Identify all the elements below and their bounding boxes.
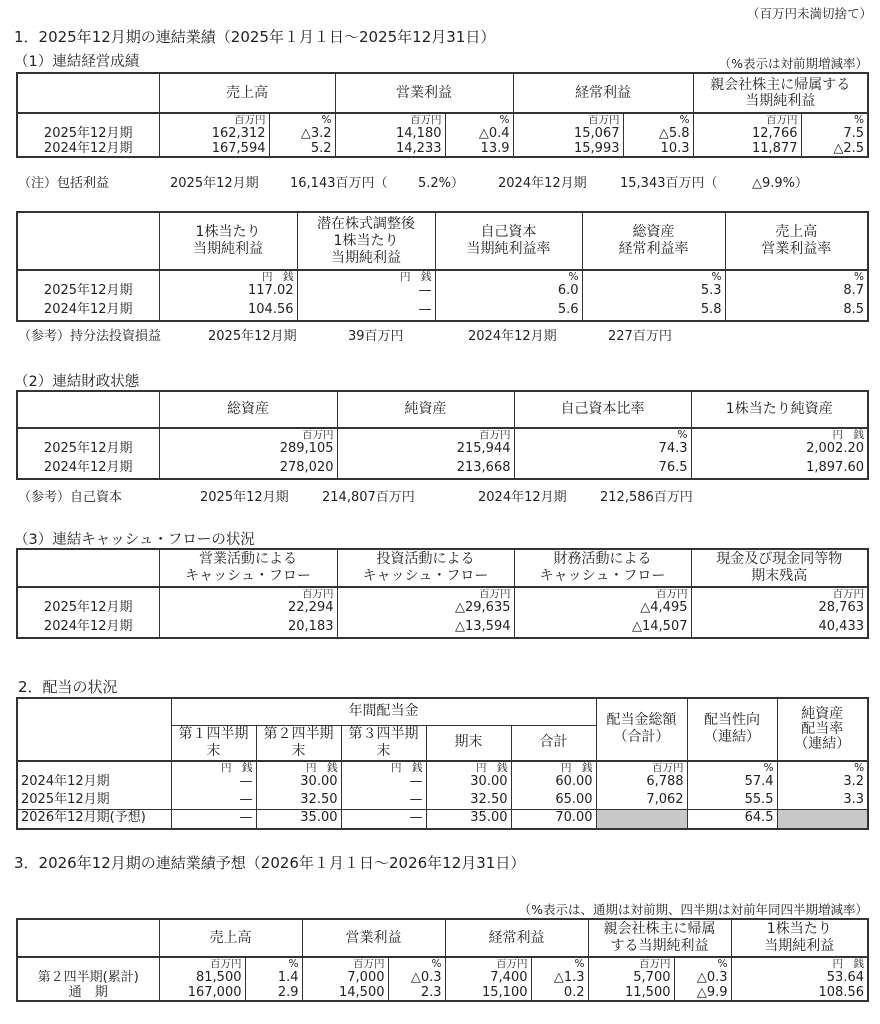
unit: 円 銭	[731, 957, 868, 970]
cell: 2.9	[245, 985, 302, 1001]
header-total-assets: 総資産	[159, 391, 337, 428]
cell: 6.0	[435, 283, 582, 302]
cell: 104.56	[159, 302, 297, 321]
cell: 76.5	[514, 460, 691, 479]
cell: 7,000	[302, 970, 388, 985]
cell: —	[171, 792, 256, 810]
financial-position-table	[16, 390, 869, 480]
unit: 百万円	[693, 113, 801, 126]
header-net-profit: 親会社株主に帰属する 当期純利益	[693, 73, 868, 113]
cell: △3.2	[269, 126, 335, 141]
cell: 167,000	[159, 985, 245, 1001]
cell: 5,700	[588, 970, 674, 985]
table-row	[17, 600, 868, 619]
unit: %	[388, 957, 445, 970]
header-operating-profit: 営業利益	[302, 919, 445, 957]
unit: %	[623, 113, 693, 126]
unit: 円 銭	[297, 270, 435, 283]
eq-2024-label: 2024年12月期	[478, 490, 567, 505]
row-label: 2025年12月期	[17, 792, 171, 810]
cell: 28,763	[691, 600, 868, 619]
em-2024-value: 227百万円	[608, 329, 672, 344]
cell: —	[341, 810, 426, 829]
cell: —	[341, 792, 426, 810]
table-row	[17, 985, 868, 1001]
table-row	[17, 283, 868, 302]
eq-2025-label: 2025年12月期	[200, 490, 289, 505]
unit: 円 銭	[426, 761, 511, 774]
table-row	[17, 126, 868, 141]
header-operating-profit: 営業利益	[335, 73, 513, 113]
cell: 22,294	[159, 600, 337, 619]
header-eps: 1株当たり 当期純利益	[159, 212, 297, 270]
cell: △4,495	[514, 600, 691, 619]
cell: △5.8	[623, 126, 693, 141]
table-row	[17, 970, 868, 985]
cell: 5.8	[582, 302, 725, 321]
sub3-title: （3）連結キャッシュ・フローの状況	[14, 532, 255, 548]
em-2024-label: 2024年12月期	[468, 329, 557, 344]
cell: 3.2	[777, 774, 868, 792]
dividends-table	[16, 697, 869, 830]
cell: 15,067	[513, 126, 623, 141]
header-operating-cf: 営業活動による キャッシュ・フロー	[159, 549, 337, 587]
header-net-profit: 親会社株主に帰属 する当期純利益	[588, 919, 731, 957]
section3-note: （%表示は、通期は対前期、四半期は対前年同四半期増減率）	[518, 902, 868, 917]
cell: △9.9	[674, 985, 731, 1001]
header-eps: 1株当たり 当期純利益	[731, 919, 868, 957]
cell: 5.3	[582, 283, 725, 302]
unit: %	[445, 113, 513, 126]
unit: 円 銭	[256, 761, 341, 774]
unit: %	[245, 957, 302, 970]
row-label: 2025年12月期	[17, 441, 159, 460]
header-total-dividend: 配当金総額 （合計）	[596, 698, 687, 761]
cell: 162,312	[159, 126, 269, 141]
unit: %	[269, 113, 335, 126]
cell: 35.00	[256, 810, 341, 829]
section2-title: 2．配当の状況	[18, 678, 118, 696]
table-row	[17, 460, 868, 479]
cell: 14,180	[335, 126, 445, 141]
cell: 289,105	[159, 441, 337, 460]
cell: 40,433	[691, 619, 868, 638]
cell: 70.00	[511, 810, 596, 829]
cell: 0.2	[531, 985, 588, 1001]
header-q3: 第３四半期末	[341, 725, 426, 761]
header-q1: 第１四半期末	[171, 725, 256, 761]
rounding-note: （百万円未満切捨て）	[746, 6, 872, 21]
header-q2: 第２四半期末	[256, 725, 341, 761]
row-label: 2024年12月期	[17, 302, 159, 321]
header-equity-ratio: 自己資本比率	[514, 391, 691, 428]
eq-2024-value: 212,586百万円	[600, 490, 693, 505]
unit: 百万円	[159, 587, 337, 600]
unit: 円 銭	[171, 761, 256, 774]
section3-title: 3．2026年12月期の連結業績予想（2026年１月１日～2026年12月31日）	[14, 854, 526, 872]
table-row	[17, 302, 868, 321]
header-roa: 総資産 経常利益率	[582, 212, 725, 270]
cell: 5.6	[435, 302, 582, 321]
cell: 215,944	[337, 441, 514, 460]
unit: %	[801, 113, 868, 126]
row-label: 通 期	[17, 985, 159, 1001]
row-label: 2024年12月期	[17, 619, 159, 638]
cell: △14,507	[514, 619, 691, 638]
cell: 32.50	[426, 792, 511, 810]
unit: %	[435, 270, 582, 283]
section1-title: 1．2025年12月期の連結業績（2025年１月１日～2025年12月31日）	[14, 28, 496, 46]
unit: 円 銭	[511, 761, 596, 774]
cell: 7,062	[596, 792, 687, 810]
cell: 64.5	[687, 810, 777, 829]
unit: %	[687, 761, 777, 774]
unit: 百万円	[337, 428, 514, 441]
cell: 1.4	[245, 970, 302, 985]
cell: 2.3	[388, 985, 445, 1001]
cell: 1,897.60	[691, 460, 868, 479]
cell: △0.3	[674, 970, 731, 985]
row-label: 2025年12月期	[17, 283, 159, 302]
header-roe: 自己資本 当期純利益率	[435, 212, 582, 270]
sub2-title: （2）連結財政状態	[14, 374, 140, 390]
unit: 百万円	[337, 587, 514, 600]
row-label: 2026年12月期(予想)	[17, 810, 171, 829]
header-net-assets: 純資産	[337, 391, 514, 428]
cell: 10.3	[623, 141, 693, 157]
table-row	[17, 792, 868, 810]
corner-cell	[17, 698, 171, 761]
cell: 3.3	[777, 792, 868, 810]
unit: %	[725, 270, 868, 283]
cell: 7,400	[445, 970, 531, 985]
cell: —	[341, 774, 426, 792]
unit: %	[674, 957, 731, 970]
unit: 円 銭	[691, 428, 868, 441]
ci-2024-label: 2024年12月期	[498, 176, 587, 191]
per-share-ratios-table	[16, 211, 869, 322]
header-year-end: 期末	[426, 725, 511, 761]
cell: 74.3	[514, 441, 691, 460]
operating-results-table	[16, 72, 869, 158]
unit: 百万円	[588, 957, 674, 970]
cell: 8.7	[725, 283, 868, 302]
cell: 213,668	[337, 460, 514, 479]
unit: %	[777, 761, 868, 774]
header-operating-margin: 売上高 営業利益率	[725, 212, 868, 270]
sub1-note: （%表示は対前期増減率）	[718, 56, 868, 71]
cell: 14,233	[335, 141, 445, 157]
ci-2025-label: 2025年12月期	[170, 176, 259, 191]
header-dividend-on-equity: 純資産 配当率 （連結）	[777, 698, 868, 761]
row-label: 2024年12月期	[17, 774, 171, 792]
cell: 278,020	[159, 460, 337, 479]
equity-method-label: （参考）持分法投資損益	[18, 329, 162, 344]
unit: 百万円	[159, 957, 245, 970]
cell: △0.3	[388, 970, 445, 985]
header-annual-dividend: 年間配当金	[171, 698, 596, 725]
cell: 5.2	[269, 141, 335, 157]
header-bps: 1株当たり純資産	[691, 391, 868, 428]
unit: 円 銭	[159, 270, 297, 283]
cell: 30.00	[426, 774, 511, 792]
corner-cell	[17, 73, 159, 113]
table-row	[17, 441, 868, 460]
corner-cell	[17, 212, 159, 270]
cell-blank-shaded	[596, 810, 687, 829]
cell: 2,002.20	[691, 441, 868, 460]
cell: 7.5	[801, 126, 868, 141]
row-label: 2025年12月期	[17, 600, 159, 619]
ci-2024-pct: △9.9%）	[752, 176, 809, 191]
cell: △1.3	[531, 970, 588, 985]
unit: 百万円	[445, 957, 531, 970]
row-label: 第２四半期(累計)	[17, 970, 159, 985]
cell: 14,500	[302, 985, 388, 1001]
cell: 15,993	[513, 141, 623, 157]
row-label: 2025年12月期	[17, 126, 159, 141]
cell: △13,594	[337, 619, 514, 638]
corner-cell	[17, 549, 159, 587]
header-investing-cf: 投資活動による キャッシュ・フロー	[337, 549, 514, 587]
cell: 8.5	[725, 302, 868, 321]
cell: 57.4	[687, 774, 777, 792]
unit: 百万円	[514, 587, 691, 600]
cell: 13.9	[445, 141, 513, 157]
cell: 55.5	[687, 792, 777, 810]
ci-2025-value: 16,143百万円（	[290, 176, 388, 191]
cell: 65.00	[511, 792, 596, 810]
header-total: 合計	[511, 725, 596, 761]
header-sales: 売上高	[159, 73, 335, 113]
corner-cell	[17, 919, 159, 957]
eq-2025-value: 214,807百万円	[322, 490, 415, 505]
unit: 百万円	[335, 113, 445, 126]
cell: △2.5	[801, 141, 868, 157]
cell: 35.00	[426, 810, 511, 829]
table-row	[17, 141, 868, 157]
unit: 百万円	[513, 113, 623, 126]
cell: —	[297, 283, 435, 302]
forecast-row	[17, 810, 868, 829]
row-label: 2024年12月期	[17, 460, 159, 479]
cash-flow-table	[16, 548, 869, 639]
cell: —	[297, 302, 435, 321]
cell-blank-shaded	[777, 810, 868, 829]
cell: △29,635	[337, 600, 514, 619]
cell: —	[171, 810, 256, 829]
em-2025-label: 2025年12月期	[208, 329, 297, 344]
unit: 百万円	[302, 957, 388, 970]
cell: 20,183	[159, 619, 337, 638]
header-ordinary-profit: 経常利益	[445, 919, 588, 957]
row-label: 2024年12月期	[17, 141, 159, 157]
header-financing-cf: 財務活動による キャッシュ・フロー	[514, 549, 691, 587]
forecast-table	[16, 918, 869, 1002]
header-diluted-eps: 潜在株式調整後 1株当たり 当期純利益	[297, 212, 435, 270]
cell: 32.50	[256, 792, 341, 810]
cell: 53.64	[731, 970, 868, 985]
equity-label: （参考）自己資本	[18, 490, 123, 505]
unit: 百万円	[596, 761, 687, 774]
cell: 81,500	[159, 970, 245, 985]
cell: 11,500	[588, 985, 674, 1001]
ci-2025-pct: 5.2%）	[418, 176, 465, 191]
unit: 百万円	[691, 587, 868, 600]
comprehensive-income-label: （注）包括利益	[18, 176, 110, 191]
ci-2024-value: 15,343百万円（	[620, 176, 718, 191]
unit: %	[531, 957, 588, 970]
header-payout-ratio: 配当性向 （連結）	[687, 698, 777, 761]
em-2025-value: 39百万円	[348, 329, 404, 344]
unit: 円 銭	[341, 761, 426, 774]
table-row	[17, 619, 868, 638]
unit: %	[514, 428, 691, 441]
unit: 百万円	[159, 113, 269, 126]
cell: —	[171, 774, 256, 792]
sub1-title: （1）連結経営成績	[14, 54, 140, 70]
cell: 108.56	[731, 985, 868, 1001]
cell: 11,877	[693, 141, 801, 157]
cell: 60.00	[511, 774, 596, 792]
cell: △0.4	[445, 126, 513, 141]
header-ordinary-profit: 経常利益	[513, 73, 693, 113]
cell: 117.02	[159, 283, 297, 302]
unit: 百万円	[159, 428, 337, 441]
cell: 6,788	[596, 774, 687, 792]
cell: 12,766	[693, 126, 801, 141]
corner-cell	[17, 391, 159, 428]
cell: 167,594	[159, 141, 269, 157]
header-sales: 売上高	[159, 919, 302, 957]
header-cash-balance: 現金及び現金同等物 期末残高	[691, 549, 868, 587]
cell: 30.00	[256, 774, 341, 792]
unit: %	[582, 270, 725, 283]
table-row	[17, 774, 868, 792]
cell: 15,100	[445, 985, 531, 1001]
